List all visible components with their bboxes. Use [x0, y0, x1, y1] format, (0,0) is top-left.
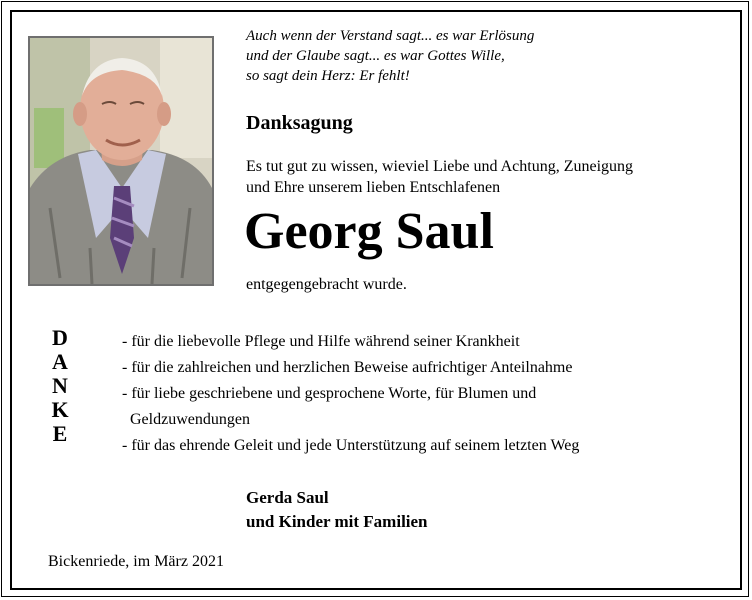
thanks-list: [122, 331, 579, 461]
intro-line: und Ehre unserem lieben Entschlafenen: [246, 179, 501, 196]
signature: [246, 486, 428, 534]
quote-line: Auch wenn der Verstand sagt... es war Erlösung: [246, 28, 535, 44]
list-item: - für liebe geschriebene und gesprochene Worte, für Blumen und: [122, 385, 537, 402]
deceased-name: Georg Saul: [244, 203, 494, 260]
list-item-continuation: Geldzuwendungen: [130, 411, 250, 428]
after-name-text: entgegengebracht wurde.: [246, 276, 407, 293]
list-item: - für die liebevolle Pflege und Hilfe während seiner Krankheit: [122, 333, 520, 350]
intro-line: Es tut gut zu wissen, wieviel Liebe und Achtung, Zuneigung: [246, 158, 634, 175]
list-item: - für das ehrende Geleit und jede Unterstützung auf seinem letzten Weg: [122, 437, 580, 454]
danke-letter: E: [52, 421, 68, 446]
danke-letter: K: [51, 397, 69, 422]
place-date: Bickenriede, im März 2021: [48, 553, 224, 570]
danke-letter: N: [52, 373, 68, 398]
intro-text: [246, 156, 633, 198]
portrait-photo: [28, 36, 214, 286]
list-item: - für die zahlreichen und herzlichen Beweise aufrichtiger Anteilnahme: [122, 359, 573, 376]
heading-danksagung: Danksagung: [246, 112, 353, 134]
signature-line: Gerda Saul: [246, 488, 329, 507]
quote-line: und der Glaube sagt... es war Gottes Wille,: [246, 48, 505, 64]
danke-letter: A: [52, 349, 68, 374]
signature-line: und Kinder mit Familien: [246, 512, 428, 531]
quote-verse: [246, 26, 534, 86]
quote-line: so sagt dein Herz: Er fehlt!: [246, 68, 410, 84]
danke-vertical: [50, 326, 70, 446]
danke-letter: D: [52, 325, 68, 350]
